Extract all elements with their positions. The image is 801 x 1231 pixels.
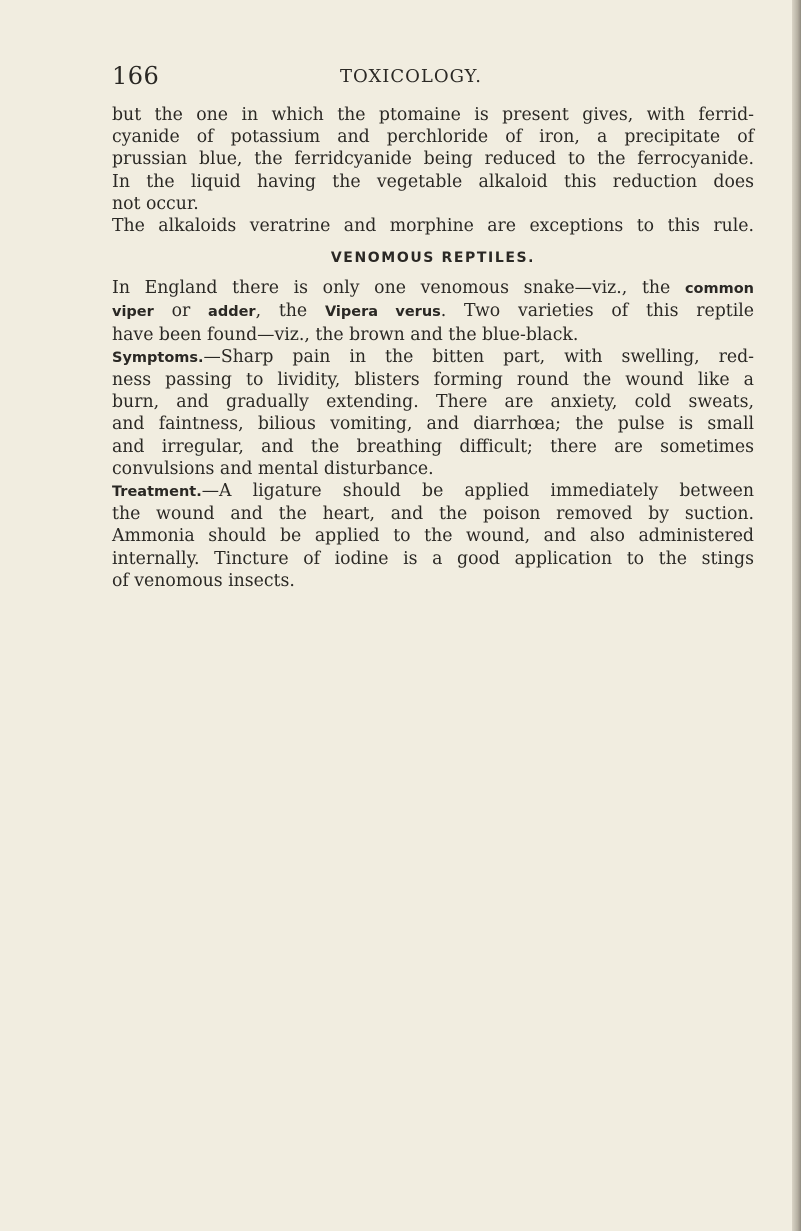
page-number: 166 xyxy=(112,62,160,90)
text-line: Ammonia should be applied to the wound, and also administered xyxy=(112,526,754,547)
term-common: common xyxy=(684,281,754,298)
england-paragraph-line xyxy=(112,277,754,300)
text-line: but the one in which the ptomaine is present gives, with ferrid- xyxy=(112,105,754,125)
text-line: convulsions and mental disturbance. xyxy=(112,458,434,479)
text-line: and irregular, and the breathing difficult; there are sometimes xyxy=(112,436,754,457)
text-line: internally. Tincture of iodine is a good application to the stings xyxy=(112,548,754,569)
symptoms-paragraph-line xyxy=(112,346,754,369)
text-line: of venomous insects. xyxy=(112,570,295,591)
england-text: . Two varieties of this reptile xyxy=(440,301,755,322)
text-line: cyanide of potassium and perchloride of iron, a precipitate of xyxy=(112,127,754,148)
symptoms-label: Symptoms. xyxy=(112,349,204,366)
text-line: not occur. xyxy=(112,193,199,214)
section-heading: VENOMOUS REPTILES. xyxy=(330,250,536,267)
england-paragraph-line xyxy=(112,300,754,323)
treatment-paragraph-line xyxy=(112,480,754,503)
text-line: In the liquid having the vegetable alkaloid this reduction does xyxy=(112,171,754,192)
treatment-text: —A ligature should be applied immediately between xyxy=(201,481,754,502)
text-line: the wound and the heart, and the poison removed by suction. xyxy=(112,504,754,525)
running-title: TOXICOLOGY. xyxy=(340,66,482,87)
treatment-label: Treatment. xyxy=(112,484,202,501)
text-line: ness passing to lividity, blisters forming round the wound like a xyxy=(112,370,754,391)
page-body xyxy=(112,104,754,592)
england-text: In England there is only one venomous snake—viz., the xyxy=(112,278,685,299)
england-paragraph-line: have been found—viz., the brown and the blue-black. xyxy=(112,324,579,345)
term-viper: viper xyxy=(112,304,154,321)
term-vipera-verus: Vipera verus xyxy=(324,304,441,321)
england-text: or xyxy=(153,301,209,322)
england-text: , the xyxy=(255,301,325,322)
term-adder: adder xyxy=(208,304,256,321)
page-edge-shadow xyxy=(792,0,801,1231)
text-line: burn, and gradually extending. There are anxiety, cold sweats, xyxy=(112,392,754,413)
text-line: and faintness, bilious vomiting, and diarrhœa; the pulse is small xyxy=(112,414,754,435)
text-line: prussian blue, the ferridcyanide being reduced to the ferrocyanide. xyxy=(112,149,754,170)
page-header xyxy=(112,62,692,94)
alkaloid-note: The alkaloids veratrine and morphine are exceptions to this rule. xyxy=(112,216,754,237)
symptoms-text: —Sharp pain in the bitten part, with swelling, red- xyxy=(203,346,754,367)
